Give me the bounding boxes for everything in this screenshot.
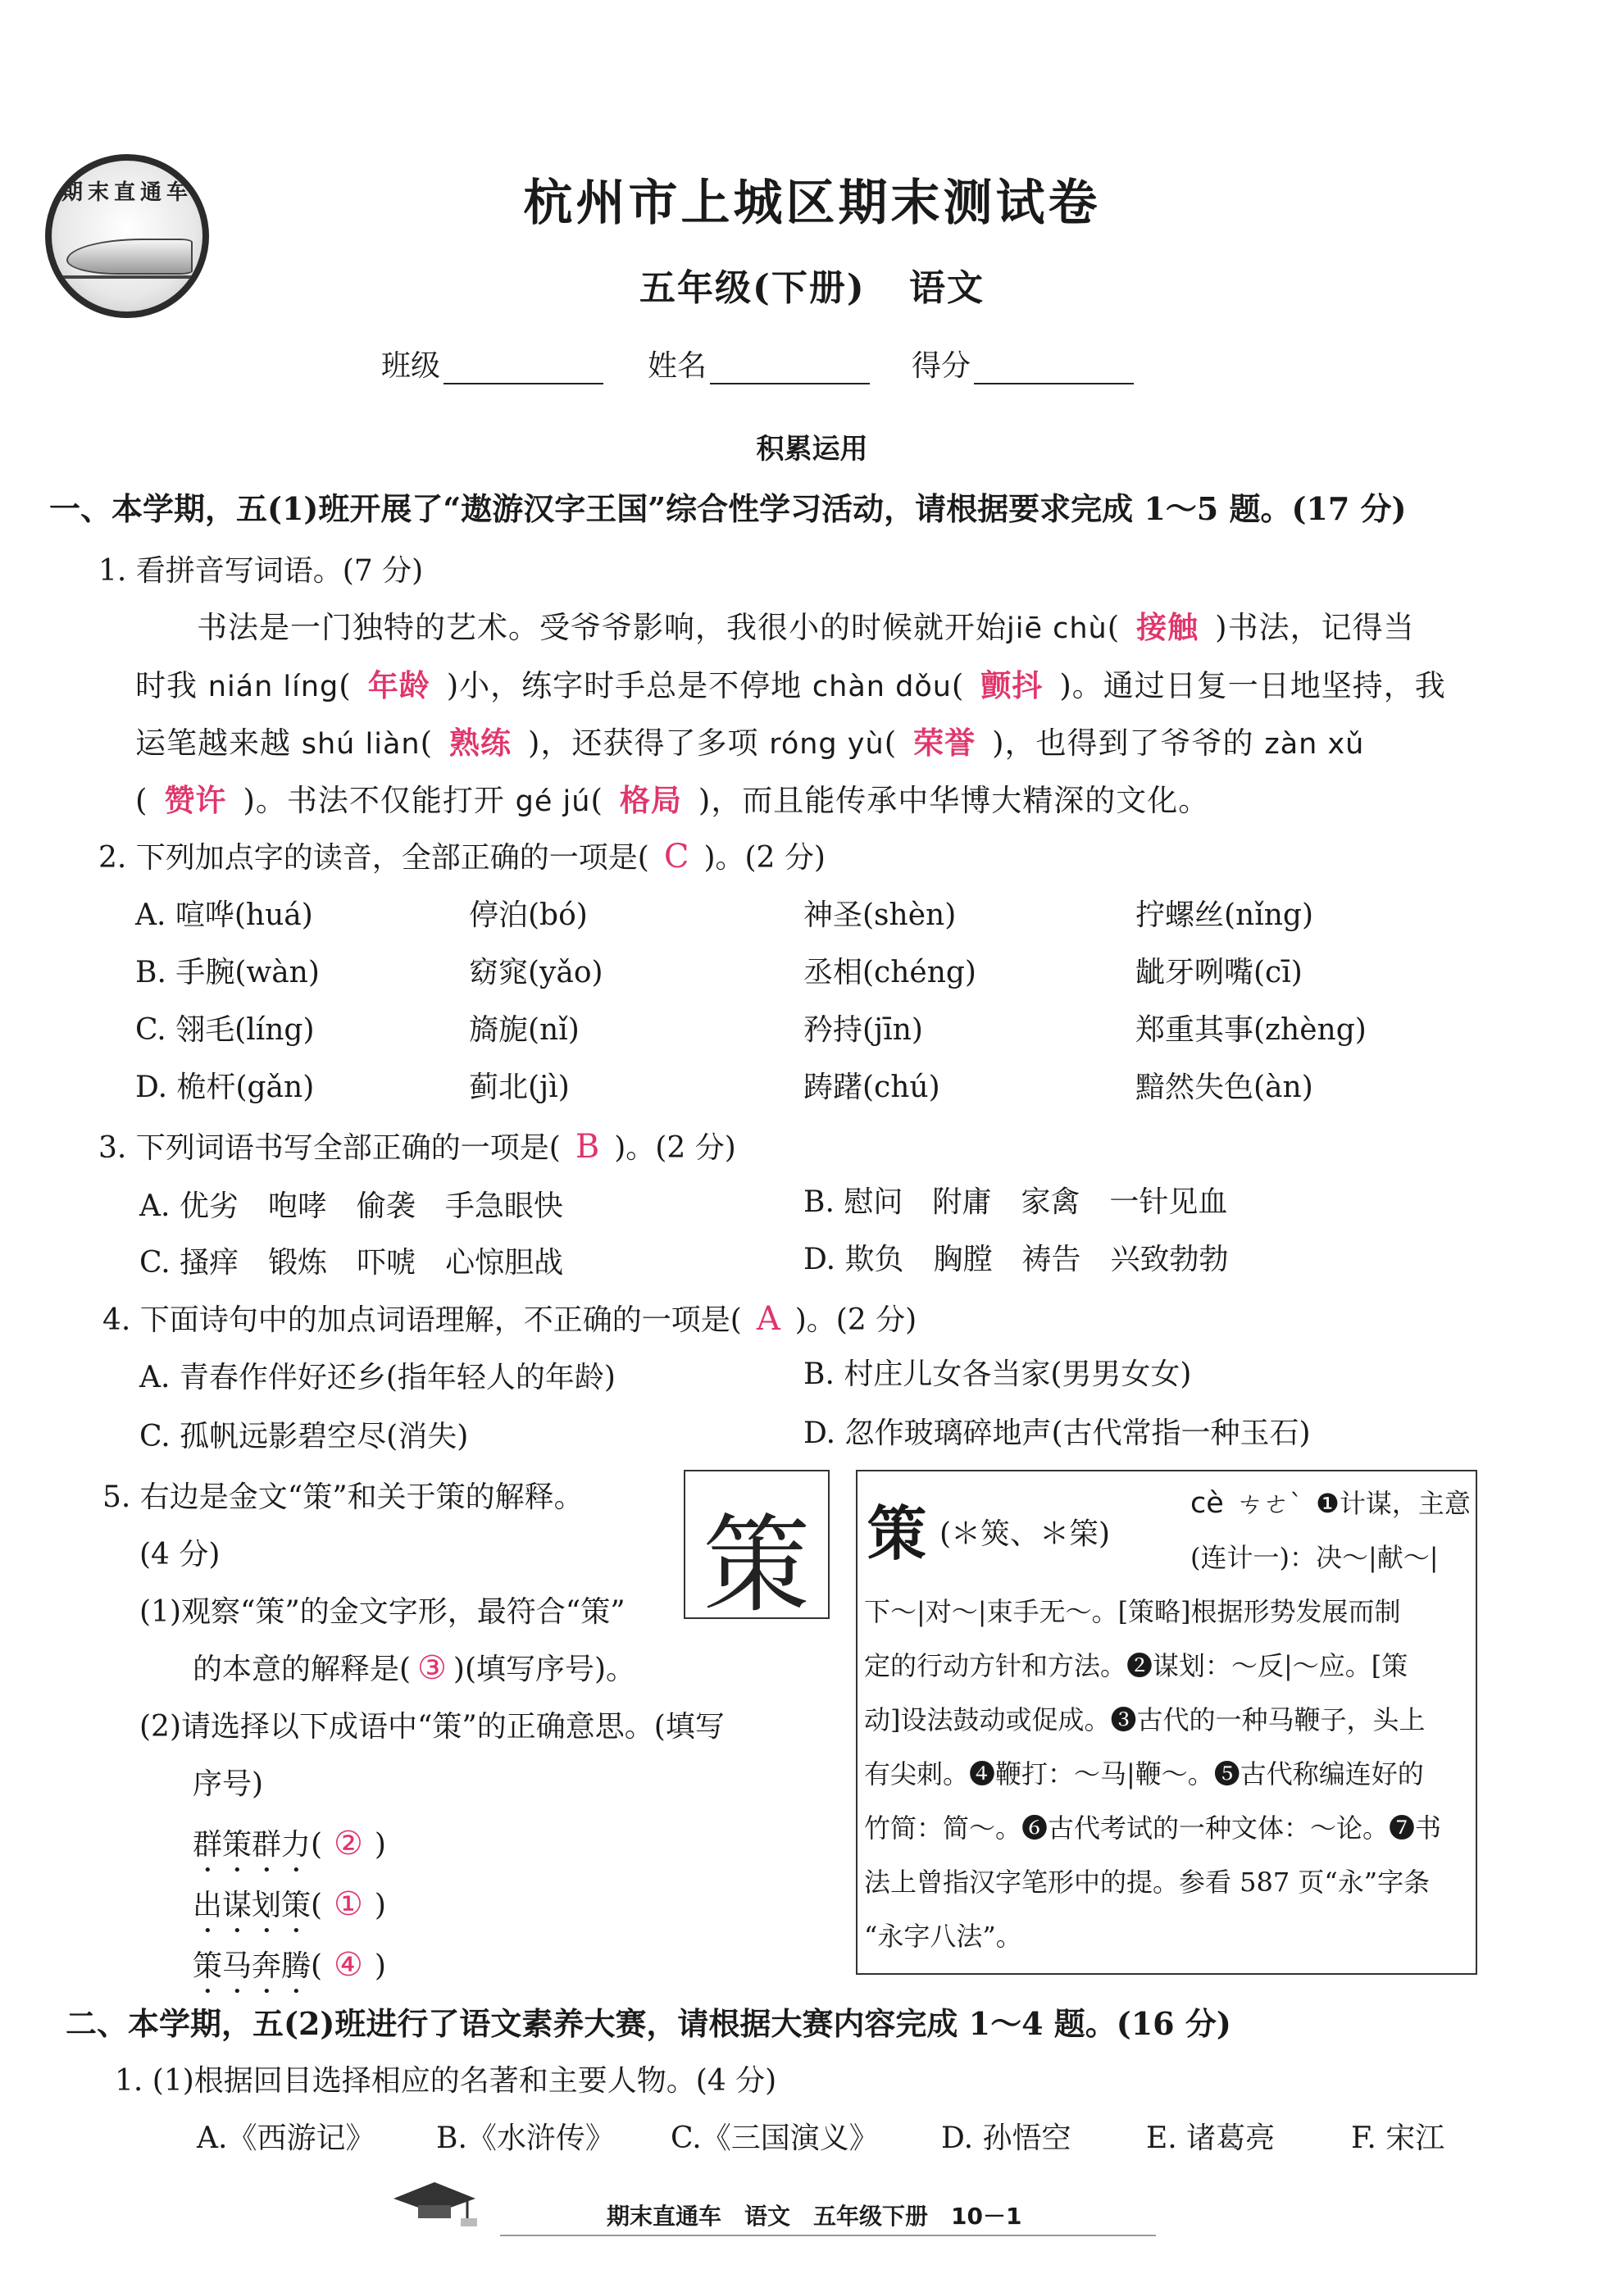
q1-text: 。通过日复一日地坚持，我 [1071, 668, 1446, 703]
q1-text: 时我 [135, 668, 198, 703]
dict-line: 定的行动方针和方法。❷谋划：～反|～应。[策 [864, 1650, 1408, 1681]
q4-stem [102, 1297, 917, 1339]
name-blank[interactable] [710, 353, 870, 384]
q5-sub1-a: (1)观察“策”的金文字形，最符合“策” [139, 1595, 625, 1629]
q4-option-b: B. 村庄儿女各当家(男男女女) [803, 1358, 1192, 1391]
idiom-text: 出谋划策( [193, 1889, 323, 1922]
idiom-answer: ② [334, 1825, 363, 1862]
q5-sub2-b: 序号) [193, 1767, 264, 1801]
dict-head: 策 [867, 1499, 927, 1568]
q1-line-4: ( 赞许 )。书法不仅能打开 gé jú( 格局 )，而且能传承中华博大精深的文化。 [135, 782, 1210, 818]
q5-sub2-a: (2)请选择以下成语中“策”的正确意思。(填写 [139, 1710, 725, 1744]
dict-line: “永字八法”。 [864, 1921, 1022, 1952]
q4-option-c: C. 孤帆远影碧空尽(消失) [139, 1420, 469, 1453]
q1-line-1: 书法是一门独特的艺术。受爷爷影响，我很小的时候就开始jiē chù( 接触 )书法，记得当 [197, 609, 1415, 645]
q1-answer: 荣誉 [913, 725, 976, 761]
q2-option-cell: B. 手腕(wàn) [135, 956, 320, 989]
q2-stem-text: )。(2 分) [703, 841, 826, 875]
q2-option-cell: 神圣(shèn) [803, 898, 957, 932]
dict-line-1 [1190, 1483, 1471, 1521]
q4-option-d: D. 忽作玻璃碎地声(古代常指一种玉石) [803, 1417, 1311, 1450]
q2-option-cell: 窈窕(yǎo) [469, 956, 603, 989]
q3-stem [98, 1125, 736, 1167]
q2-option-cell: 矜持(jīn) [803, 1013, 923, 1047]
q5-idiom-3 [193, 1943, 386, 2000]
grade-label: 五年级(下册) [639, 267, 866, 309]
class-blank[interactable] [444, 353, 603, 384]
class-label: 班级 [381, 349, 441, 383]
logo-text: 期末直通车 [61, 180, 193, 205]
dictionary-box [856, 1470, 1477, 1975]
q1-answer: 赞许 [164, 782, 227, 818]
q1-pinyin: róng yù [769, 728, 885, 761]
q1-pinyin: zàn xǔ [1264, 728, 1365, 761]
q4-stem-text: )。(2 分) [794, 1303, 917, 1337]
q4-option-a: A. 青春作伴好还乡(指年轻人的年龄) [139, 1361, 616, 1394]
dict-pinyin: cè [1190, 1487, 1224, 1520]
dict-text: ❶计谋，主意 [1316, 1488, 1471, 1519]
dict-variants: (＊筴、＊筞) [939, 1517, 1111, 1551]
q2-option-cell: 旖旎(nǐ) [469, 1013, 580, 1047]
q2-option-cell: 拧螺丝(nǐng) [1135, 898, 1314, 932]
q5-idiom-1 [193, 1821, 386, 1879]
q1-pinyin: nián líng [207, 671, 339, 703]
graduation-cap-icon [385, 2174, 484, 2231]
q1-answer: 颤抖 [980, 667, 1044, 703]
q2-option-cell: D. 桅杆(gǎn) [135, 1071, 315, 1104]
q4-answer: A [756, 1300, 780, 1338]
dict-line: 下～|对～|束手无～。[策略]根据形势发展而制 [864, 1596, 1401, 1627]
q5-sub1-b [193, 1646, 635, 1688]
dict-line: 法上曾指汉字笔形中的提。参看 587 页“永”字条 [864, 1867, 1431, 1898]
q1-stem: 1. 看拼音写词语。(7 分) [98, 554, 424, 588]
dict-line: 竹简：简～。❻古代考试的一种文体：～论。❼书 [864, 1812, 1442, 1844]
score-field[interactable] [912, 343, 1134, 384]
q2-option-cell: A. 喧哗(huá) [135, 898, 313, 932]
name-field[interactable] [648, 343, 870, 384]
q5-sub1-text: 的本意的解释是( [193, 1653, 412, 1686]
q2-stem-text: 2. 下列加点字的读音，全部正确的一项是( [98, 841, 649, 875]
q1-text: 运笔越来越 [135, 725, 291, 761]
q1-text: 书法，记得当 [1227, 610, 1415, 645]
score-label: 得分 [912, 349, 971, 383]
part2-option-b: B.《水浒传》 [436, 2122, 615, 2155]
dict-zhuyin: ㄘㄜˋ [1236, 1488, 1303, 1519]
idiom-text: 策马奔腾( [193, 1949, 323, 1983]
q3-option-d: D. 欺负 胸膛 祷告 兴致勃勃 [803, 1243, 1229, 1276]
q1-pinyin: gé jú [515, 785, 591, 818]
dict-line: 有尖刺。❹鞭打：～马|鞭～。❺古代称编连好的 [864, 1758, 1424, 1790]
close-paren: ) [374, 1949, 386, 1983]
q1-text: ，而且能传承中华博大精深的文化。 [711, 783, 1210, 818]
dict-line: 动]设法鼓动或促成。❸古代的一种马鞭子，头上 [864, 1704, 1426, 1735]
q5-stem: 5. 右边是金文“策”和关于策的解释。 [102, 1480, 584, 1514]
page-title: 杭州市上城区期末测试卷 [523, 175, 1101, 232]
q2-answer: C [663, 838, 689, 875]
q1-text: 书法是一门独特的艺术。受爷爷影响，我很小的时候就开始 [197, 610, 1007, 645]
q3-stem-text: 3. 下列词语书写全部正确的一项是( [98, 1131, 561, 1165]
bronze-glyph: 策 [703, 1503, 810, 1627]
q1-answer: 接触 [1136, 609, 1199, 645]
q3-option-b: B. 慰问 附庸 家禽 一针见血 [803, 1185, 1228, 1219]
q1-answer: 格局 [619, 782, 682, 818]
dict-line-2: (连计一)：决～|献～| [1190, 1542, 1439, 1573]
q1-answer: 年龄 [367, 667, 430, 703]
footer-text: 期末直通车 语文 五年级下册 10－1 [607, 2203, 1022, 2230]
q2-option-cell: C. 翎毛(líng) [135, 1013, 315, 1047]
part2-heading: 二、本学期，五(2)班进行了语文素养大赛，请根据大赛内容完成 1～4 题。(16 分) [66, 2005, 1231, 2042]
idiom-answer: ④ [334, 1946, 363, 1984]
q3-option-a: A. 优劣 咆哮 偷袭 手急眼快 [139, 1189, 563, 1223]
page-subtitle [0, 258, 1624, 311]
part2-option-c: C.《三国演义》 [671, 2122, 879, 2155]
q5-sub1-text: )(填写序号)。 [453, 1653, 636, 1686]
subject-label: 语文 [908, 267, 985, 309]
part2-option-e: E. 诸葛亮 [1146, 2122, 1276, 2155]
q1-pinyin: chàn dǒu [812, 671, 952, 703]
q3-stem-text: )。(2 分) [614, 1131, 736, 1165]
class-field[interactable] [381, 343, 603, 384]
q1-text: ，还获得了多项 [540, 725, 759, 761]
q1-text: 小，练字时手总是不停地 [459, 668, 803, 703]
q2-stem [98, 835, 826, 876]
part2-q1-stem: 1. (1)根据回目选择相应的名著和主要人物。(4 分) [115, 2064, 777, 2098]
q1-pinyin: shú liàn [301, 728, 421, 761]
q1-answer: 熟练 [449, 725, 512, 761]
score-blank[interactable] [974, 353, 1134, 384]
close-paren: ) [374, 1889, 386, 1922]
q3-option-c: C. 搔痒 锻炼 吓唬 心惊胆战 [139, 1246, 564, 1280]
q2-option-cell: 踌躇(chú) [803, 1071, 940, 1104]
part2-option-d: D. 孙悟空 [941, 2122, 1071, 2155]
q2-option-cell: 郑重其事(zhèng) [1135, 1013, 1367, 1047]
q3-answer: B [575, 1128, 600, 1166]
bronze-glyph-box [684, 1470, 830, 1627]
q2-option-cell: 蓟北(jì) [469, 1071, 570, 1104]
idiom-text: 群策群力( [193, 1828, 323, 1862]
q5-sub1-answer: ③ [417, 1649, 447, 1687]
q1-text: ，也得到了爷爷的 [1004, 725, 1254, 761]
q5-idiom-2 [193, 1882, 386, 1940]
part2-option-a: A.《西游记》 [197, 2122, 375, 2155]
footer-rule [500, 2235, 1156, 2236]
q5-score: (4 分) [139, 1538, 221, 1571]
q1-text: 。书法不仅能打开 [255, 783, 505, 818]
q2-option-cell: 停泊(bó) [469, 898, 588, 932]
idiom-answer: ① [334, 1885, 363, 1923]
q1-pinyin: jiē chù [1007, 612, 1108, 645]
q1-line-2: 时我 nián líng( 年龄 )小，练字时手总是不停地 chàn dǒu( 颤抖 )。通过日复一日地坚持，我 [135, 667, 1446, 703]
q1-line-3: 运笔越来越 shú liàn( 熟练 )，还获得了多项 róng yù( 荣誉 )，也得到了爷爷的 zàn xǔ [135, 725, 1365, 761]
section-heading: 积累运用 [756, 433, 868, 466]
part2-option-f: F. 宋江 [1351, 2122, 1445, 2155]
q2-option-cell: 丞相(chéng) [803, 956, 976, 989]
q4-stem-text: 4. 下面诗句中的加点词语理解，不正确的一项是( [102, 1303, 742, 1337]
q2-option-cell: 龇牙咧嘴(cī) [1135, 956, 1303, 989]
name-label: 姓名 [648, 349, 707, 383]
close-paren: ) [374, 1828, 386, 1862]
part1-heading: 一、本学期，五(1)班开展了“遨游汉字王国”综合性学习活动，请根据要求完成 1～5 题。(17 分) [49, 490, 1407, 527]
q2-option-cell: 黯然失色(àn) [1135, 1071, 1313, 1104]
